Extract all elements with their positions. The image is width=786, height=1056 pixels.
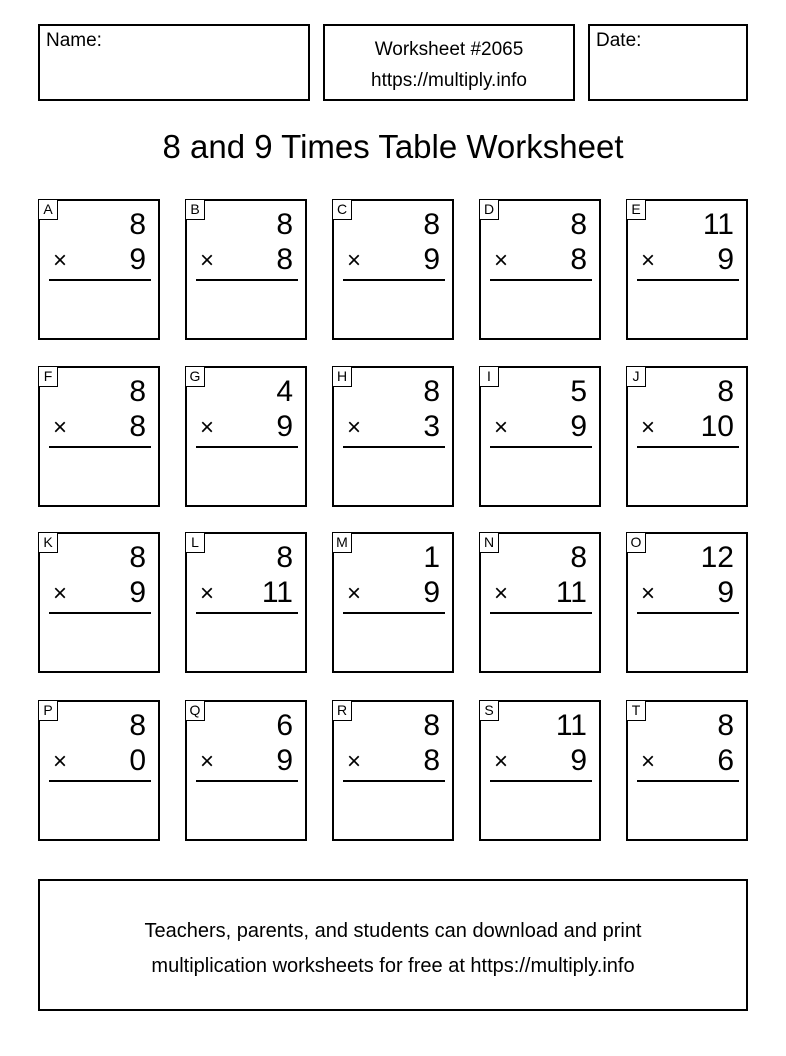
problem-card	[626, 199, 748, 340]
date-label: Date:	[596, 30, 642, 51]
multiplier: 9	[423, 243, 440, 276]
answer-line	[490, 279, 592, 281]
multiplicand: 8	[570, 208, 587, 241]
problem-letter: J	[626, 366, 646, 387]
multiply-sign: ×	[200, 748, 215, 775]
multiplier: 10	[700, 410, 734, 443]
answer-line	[196, 612, 298, 614]
problem-letter: K	[38, 532, 58, 553]
answer-line	[490, 780, 592, 782]
multiplier: 8	[570, 243, 587, 276]
problem-card	[479, 366, 601, 507]
answer-line	[49, 279, 151, 281]
multiply-sign: ×	[347, 748, 362, 775]
problem-letter: P	[38, 700, 58, 721]
problem-card	[38, 700, 160, 841]
answer-line	[49, 612, 151, 614]
problem-card	[479, 199, 601, 340]
answer-line	[637, 279, 739, 281]
multiplicand: 4	[276, 375, 293, 408]
problem-card	[479, 532, 601, 673]
multiplicand: 1	[423, 541, 440, 574]
problem-letter: H	[332, 366, 352, 387]
multiplicand: 8	[423, 208, 440, 241]
multiplicand: 8	[276, 541, 293, 574]
multiplicand: 8	[717, 375, 734, 408]
multiplicand: 8	[129, 375, 146, 408]
multiply-sign: ×	[53, 414, 68, 441]
answer-line	[49, 446, 151, 448]
multiplicand: 8	[717, 709, 734, 742]
multiplicand: 6	[276, 709, 293, 742]
problem-letter: A	[38, 199, 58, 220]
multiplier: 9	[276, 410, 293, 443]
problem-letter: L	[185, 532, 205, 553]
name-label: Name:	[46, 30, 102, 51]
name-field-box	[38, 24, 310, 101]
multiply-sign: ×	[347, 247, 362, 274]
problem-letter: G	[185, 366, 205, 387]
answer-line	[490, 446, 592, 448]
footer-box	[38, 879, 748, 1011]
answer-line	[196, 279, 298, 281]
problem-card	[185, 700, 307, 841]
multiplicand: 11	[555, 709, 587, 742]
answer-line	[343, 446, 445, 448]
multiplicand: 8	[129, 541, 146, 574]
problem-card	[626, 532, 748, 673]
problem-letter: F	[38, 366, 58, 387]
problem-card	[332, 532, 454, 673]
multiply-sign: ×	[494, 580, 509, 607]
problem-card	[38, 199, 160, 340]
multiplicand: 11	[702, 208, 734, 241]
multiplicand: 8	[129, 709, 146, 742]
worksheet-info-box	[323, 24, 575, 101]
multiply-sign: ×	[200, 414, 215, 441]
multiplier: 0	[129, 744, 146, 777]
multiply-sign: ×	[641, 414, 656, 441]
multiplier: 9	[276, 744, 293, 777]
answer-line	[637, 446, 739, 448]
multiplicand: 8	[129, 208, 146, 241]
problem-letter: B	[185, 199, 205, 220]
multiplier: 9	[717, 576, 734, 609]
multiplicand: 8	[276, 208, 293, 241]
multiply-sign: ×	[200, 247, 215, 274]
answer-line	[49, 780, 151, 782]
multiplier: 8	[423, 744, 440, 777]
answer-line	[637, 612, 739, 614]
problem-card	[332, 700, 454, 841]
multiplier: 6	[717, 744, 734, 777]
problem-letter: Q	[185, 700, 205, 721]
multiplicand: 8	[423, 709, 440, 742]
footer-line-1: Teachers, parents, and students can download and print	[144, 920, 642, 942]
problem-card	[185, 199, 307, 340]
problem-card	[626, 700, 748, 841]
multiplicand: 8	[423, 375, 440, 408]
problem-card	[38, 532, 160, 673]
multiply-sign: ×	[347, 414, 362, 441]
problem-letter: E	[626, 199, 646, 220]
footer-line-2: multiplication worksheets for free at https://multiply.info	[151, 955, 635, 977]
multiply-sign: ×	[494, 414, 509, 441]
multiplier: 9	[129, 576, 146, 609]
worksheet-number: Worksheet #2065	[374, 39, 524, 60]
multiplier: 11	[261, 576, 293, 609]
problem-card	[479, 700, 601, 841]
problem-letter: M	[332, 532, 352, 553]
multiplier: 8	[129, 410, 146, 443]
problem-letter: C	[332, 199, 352, 220]
worksheet-url: https://multiply.info	[371, 70, 527, 91]
answer-line	[343, 780, 445, 782]
answer-line	[196, 780, 298, 782]
problem-letter: I	[479, 366, 499, 387]
page-title: 8 and 9 Times Table Worksheet	[162, 128, 624, 165]
problem-letter: S	[479, 700, 499, 721]
multiplier: 9	[129, 243, 146, 276]
multiply-sign: ×	[641, 580, 656, 607]
multiplier: 9	[570, 744, 587, 777]
problem-card	[185, 532, 307, 673]
multiplicand: 5	[570, 375, 587, 408]
answer-line	[490, 612, 592, 614]
multiplicand: 12	[700, 541, 734, 574]
multiply-sign: ×	[494, 748, 509, 775]
multiply-sign: ×	[494, 247, 509, 274]
answer-line	[343, 279, 445, 281]
problem-letter: T	[626, 700, 646, 721]
problem-letter: N	[479, 532, 499, 553]
multiply-sign: ×	[53, 748, 68, 775]
multiplier: 8	[276, 243, 293, 276]
multiply-sign: ×	[641, 748, 656, 775]
date-field-box	[588, 24, 748, 101]
multiplier: 11	[555, 576, 587, 609]
multiplicand: 8	[570, 541, 587, 574]
multiply-sign: ×	[200, 580, 215, 607]
multiply-sign: ×	[53, 580, 68, 607]
multiplier: 9	[570, 410, 587, 443]
multiply-sign: ×	[53, 247, 68, 274]
problem-card	[332, 366, 454, 507]
answer-line	[637, 780, 739, 782]
multiplier: 9	[717, 243, 734, 276]
problem-letter: D	[479, 199, 499, 220]
problem-card	[38, 366, 160, 507]
multiply-sign: ×	[641, 247, 656, 274]
answer-line	[343, 612, 445, 614]
problem-card	[332, 199, 454, 340]
multiply-sign: ×	[347, 580, 362, 607]
problem-letter: R	[332, 700, 352, 721]
problem-letter: O	[626, 532, 646, 553]
problem-card	[626, 366, 748, 507]
problem-card	[185, 366, 307, 507]
multiplier: 9	[423, 576, 440, 609]
answer-line	[196, 446, 298, 448]
multiplier: 3	[423, 410, 440, 443]
